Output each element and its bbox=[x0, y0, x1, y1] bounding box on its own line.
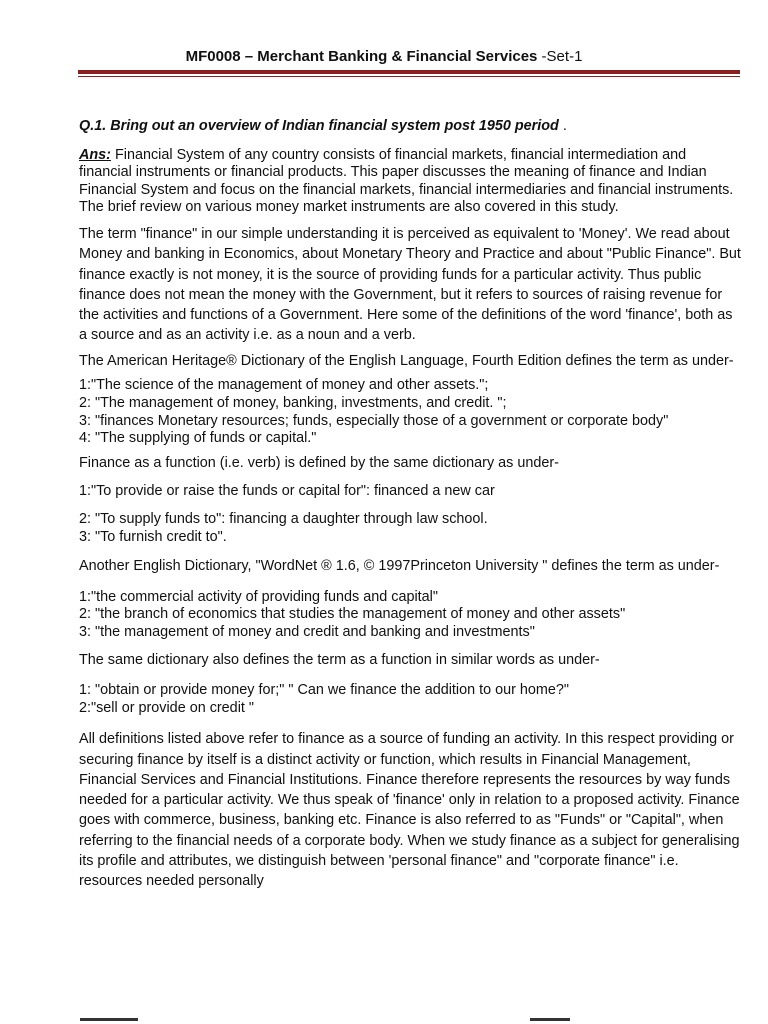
list-item: 4: "The supplying of funds or capital." bbox=[79, 430, 317, 447]
answer-label: Ans: bbox=[79, 146, 111, 163]
american-heritage-paragraph: The American Heritage® Dictionary of the English Language, Fourth Edition defines the term as under- bbox=[79, 352, 734, 369]
list-item: 2: "the branch of economics that studies the management of money and other assets" bbox=[79, 606, 626, 623]
verb-definition-first: 1:"To provide or raise the funds or capital for": financed a new car bbox=[79, 483, 495, 500]
answer-intro-paragraph bbox=[79, 147, 741, 217]
question-heading bbox=[79, 118, 741, 136]
list-item: 3: "the management of money and credit and banking and investments" bbox=[79, 623, 535, 640]
list-item: 1:"The science of the management of money and other assets."; bbox=[79, 377, 489, 394]
function-intro-paragraph: Finance as a function (i.e. verb) is defined by the same dictionary as under- bbox=[79, 454, 559, 471]
list-item: 3: "finances Monetary resources; funds, especially those of a government or corporate body" bbox=[79, 412, 669, 429]
set-label: -Set-1 bbox=[537, 48, 583, 65]
intro-text: Financial System of any country consists of financial markets, financial intermediation and financial instruments or financial products. This paper discusses the meaning of finance and Indian Financial System and focus on the financial markets, financial intermediaries and financial instruments. The brief review on various money market instruments are also covered in this study. bbox=[79, 146, 734, 216]
list-item: 3: "To furnish credit to". bbox=[79, 528, 227, 545]
header-rule-thin bbox=[78, 76, 740, 77]
wordnet-function-list bbox=[79, 682, 741, 717]
term-finance-paragraph: The term "finance" in our simple understanding it is perceived as equivalent to 'Money'. We read about Money and banking in Economics, about Monetary Theory and Practice and about "Public Finance". But finance exactly is not money, it is the source of providing funds for a particular activity. Thus public finance does not mean the money with the Government, but it refers to sources of raising revenue for the activities and functions of a Government. Here some of the definitions of the word 'finance', both as a source and as an activity i.e. as a noun and a verb. bbox=[79, 225, 741, 344]
course-title: MF0008 – Merchant Banking & Financial Services bbox=[185, 48, 538, 65]
footer-fragment-right bbox=[530, 1018, 570, 1021]
wordnet-paragraph: Another English Dictionary, "WordNet ® 1.6, © 1997Princeton University " defines the term as under- bbox=[79, 558, 720, 575]
question-end: . bbox=[558, 118, 567, 134]
list-item: 2: "The management of money, banking, investments, and credit. "; bbox=[79, 394, 507, 411]
list-item: 2:"sell or provide on credit " bbox=[79, 699, 254, 716]
document-body bbox=[79, 118, 741, 899]
footer-fragment-left bbox=[80, 1018, 138, 1021]
list-item: 1:"the commercial activity of providing funds and capital" bbox=[79, 588, 438, 605]
list-item: 2: "To supply funds to": financing a daughter through law school. bbox=[79, 510, 488, 527]
page-header bbox=[0, 48, 768, 65]
list-item: 1: "obtain or provide money for;" " Can we finance the addition to our home?" bbox=[79, 682, 570, 699]
same-dictionary-paragraph: The same dictionary also defines the term as a function in similar words as under- bbox=[79, 652, 600, 669]
all-definitions-paragraph: All definitions listed above refer to finance as a source of funding an activity. In this respect providing or securing finance by itself is a distinct activity or function, which results in Financial Management, Financial Services and Financial Institutions. Finance therefore represents the resources by way funds needed for a particular activity. We thus speak of 'finance' only in relation to a proposed activity. Finance goes with commerce, business, banking etc. Finance is also referred to as "Funds" or "Capital", when referring to the financial needs of a corporate body. When we study finance as a subject for generalising its profile and attributes, we distinguish between 'personal finance" and "corporate finance" i.e. resources needed personally bbox=[79, 731, 740, 890]
wordnet-definitions-list bbox=[79, 589, 741, 642]
question-text: Bring out an overview of Indian financial system post 1950 period bbox=[106, 118, 559, 134]
verb-definitions-list bbox=[79, 511, 741, 546]
noun-definitions-list bbox=[79, 377, 741, 447]
question-label: Q.1. bbox=[79, 118, 107, 134]
header-rule-thick bbox=[78, 70, 740, 74]
